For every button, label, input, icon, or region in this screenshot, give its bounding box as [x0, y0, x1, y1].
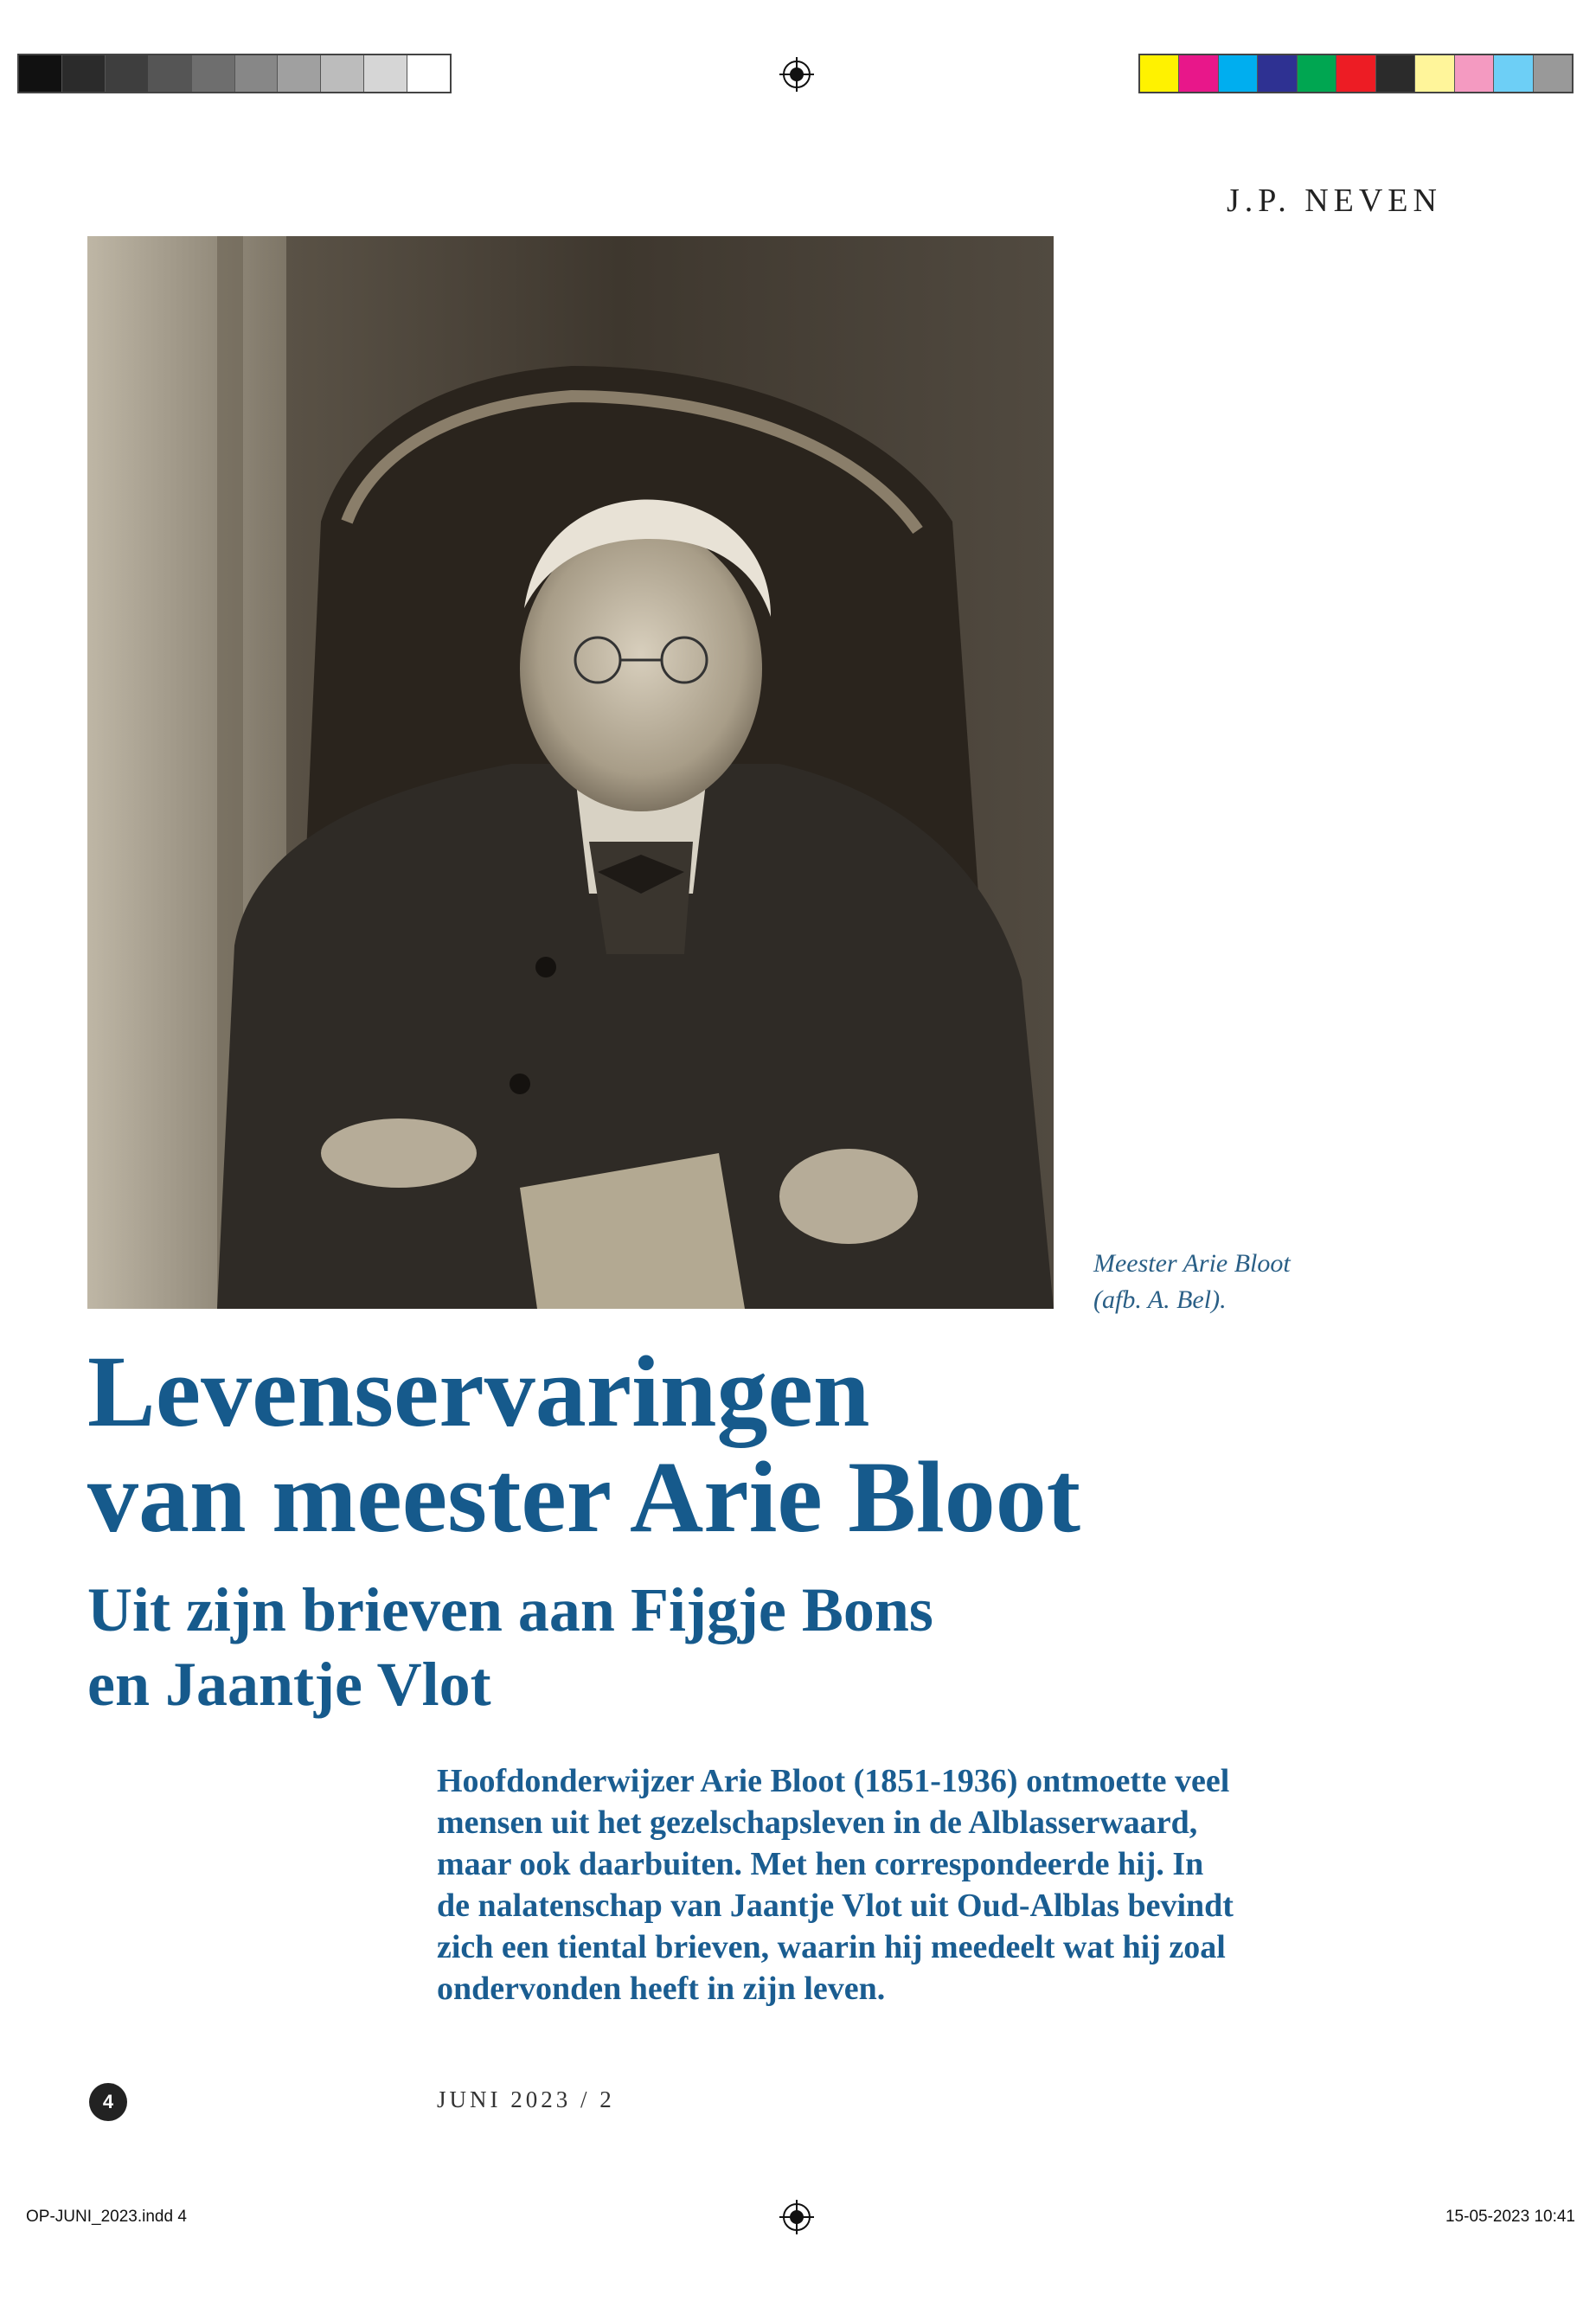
- gray-swatch: [19, 55, 62, 92]
- color-swatch: [1258, 55, 1297, 92]
- grayscale-calibration-strip: [17, 54, 452, 93]
- slug-timestamp: 15-05-2023 10:41: [1445, 2208, 1575, 2226]
- gray-swatch: [407, 55, 450, 92]
- page-number-badge: 4: [89, 2083, 127, 2121]
- intro-line: mensen uit het gezelschapsleven in de Alblasserwaard,: [437, 1804, 1198, 1841]
- title-line: van meester Arie Bloot: [87, 1440, 1081, 1554]
- gray-swatch: [235, 55, 279, 92]
- article-title: [87, 1335, 1471, 1554]
- photo-caption: [1093, 1246, 1457, 1318]
- color-swatch: [1494, 55, 1533, 92]
- portrait-illustration: [87, 236, 1054, 1309]
- gray-swatch: [192, 55, 235, 92]
- title-line: Levenservaringen: [87, 1335, 870, 1448]
- intro-line: maar ook daarbuiten. Met hen correspondeerde hij. In: [437, 1846, 1204, 1882]
- color-swatch: [1455, 55, 1494, 92]
- gray-swatch: [278, 55, 321, 92]
- gray-swatch: [106, 55, 149, 92]
- intro-line: Hoofdonderwijzer Arie Bloot (1851-1936) ontmoette veel: [437, 1763, 1230, 1799]
- color-swatch: [1534, 55, 1572, 92]
- color-swatch: [1376, 55, 1415, 92]
- intro-line: ondervonden heeft in zijn leven.: [437, 1971, 886, 2007]
- subtitle-line: Uit zijn brieven aan Fijgje Bons: [87, 1575, 933, 1644]
- caption-line: Meester Arie Bloot: [1093, 1249, 1291, 1278]
- slug-filename: OP-JUNI_2023.indd 4: [26, 2208, 187, 2226]
- subtitle-line: en Jaantje Vlot: [87, 1650, 491, 1719]
- intro-line: de nalatenschap van Jaantje Vlot uit Oud-Alblas bevindt: [437, 1888, 1234, 1924]
- portrait-photo: [87, 236, 1054, 1309]
- color-swatch: [1179, 55, 1218, 92]
- color-calibration-strip: [1138, 54, 1574, 93]
- caption-line: (afb. A. Bel).: [1093, 1285, 1227, 1314]
- gray-swatch: [364, 55, 407, 92]
- issue-label: JUNI 2023 / 2: [437, 2086, 615, 2112]
- color-swatch: [1336, 55, 1375, 92]
- color-swatch: [1415, 55, 1454, 92]
- gray-swatch: [62, 55, 106, 92]
- registration-mark-bottom-icon: [779, 2200, 814, 2234]
- author-name: J.P. NEVEN: [1227, 183, 1442, 219]
- article-subtitle: [87, 1573, 1385, 1721]
- gray-swatch: [321, 55, 364, 92]
- registration-mark-top-icon: [779, 57, 814, 92]
- color-swatch: [1140, 55, 1179, 92]
- color-swatch: [1219, 55, 1258, 92]
- intro-line: zich een tiental brieven, waarin hij meedeelt wat hij zoal: [437, 1929, 1226, 1965]
- color-swatch: [1298, 55, 1336, 92]
- gray-swatch: [149, 55, 192, 92]
- intro-paragraph: [437, 1760, 1440, 2009]
